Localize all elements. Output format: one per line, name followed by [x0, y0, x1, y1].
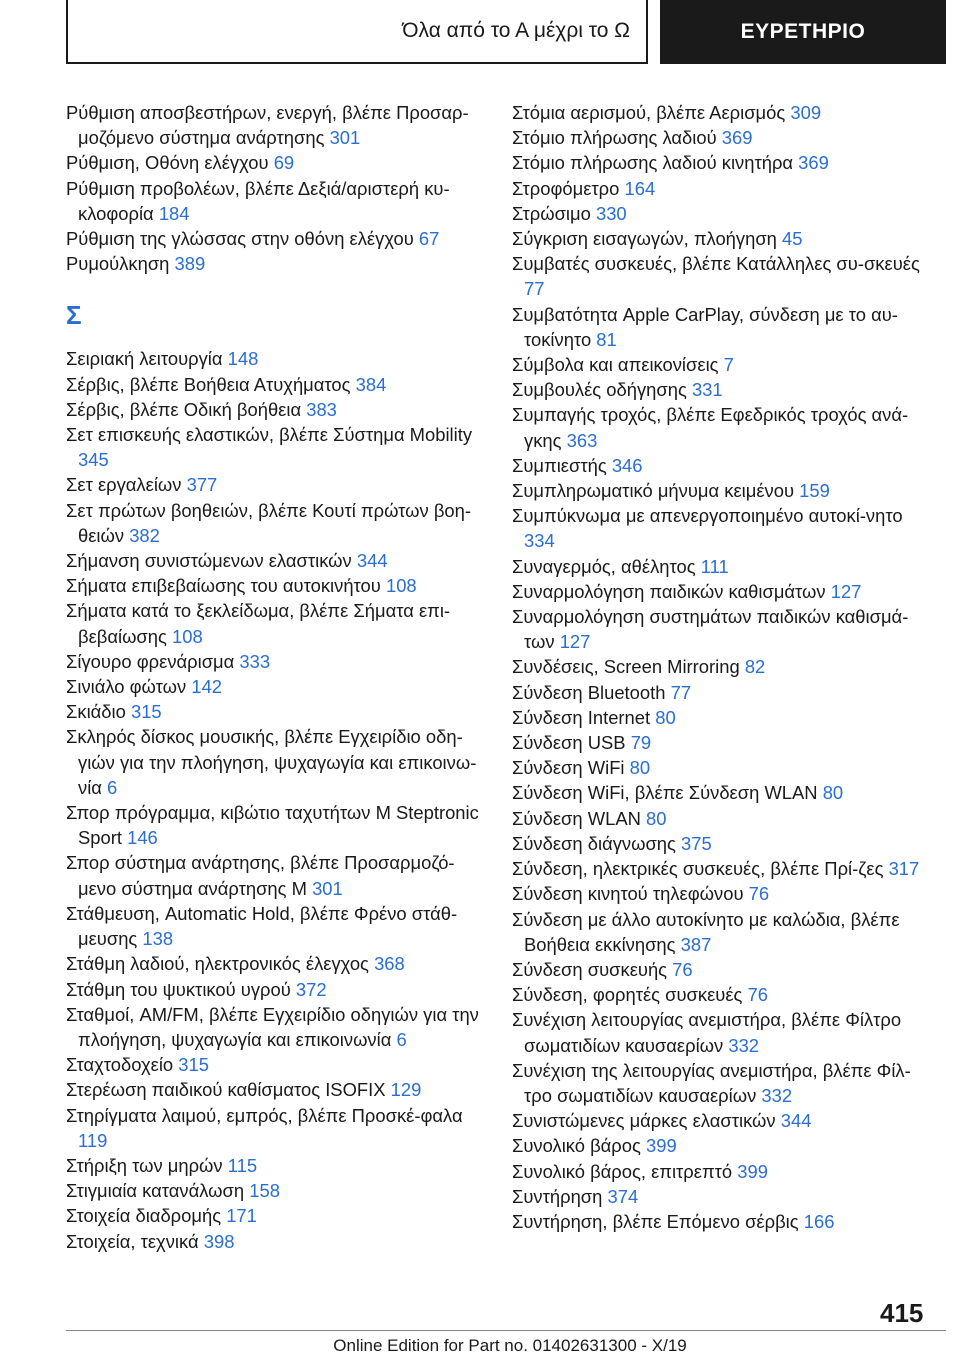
- entry-text: Στοιχεία διαδρομής: [66, 1205, 222, 1227]
- index-entry: [66, 346, 486, 371]
- entry-text: Συναρμολόγηση παιδικών καθισμάτων: [512, 580, 826, 602]
- index-entry: [66, 226, 486, 251]
- entry-text: Σίγουρο φρενάρισμα: [66, 650, 235, 672]
- right-entries: [512, 100, 932, 1234]
- page-number: 415: [880, 1298, 924, 1328]
- entry-page-link[interactable]: 387: [680, 933, 712, 955]
- entry-page-link[interactable]: 332: [728, 1034, 760, 1056]
- entry-text: Σύνδεση USB: [512, 732, 626, 754]
- entry-page-link[interactable]: 129: [390, 1079, 422, 1101]
- index-entry: [512, 604, 932, 654]
- section-letter: Σ: [66, 300, 82, 331]
- index-entry: [512, 125, 932, 150]
- entry-text: Συνιστώμενες μάρκες ελαστικών: [512, 1110, 776, 1132]
- entry-page-link[interactable]: 372: [295, 978, 327, 1000]
- index-entry: [66, 573, 486, 598]
- index-entry: [512, 1133, 932, 1158]
- entry-page-link[interactable]: 363: [566, 429, 598, 451]
- entry-page-link[interactable]: 158: [249, 1180, 280, 1202]
- entry-text: Συνολικό βάρος: [512, 1135, 641, 1157]
- index-entry: [66, 150, 486, 175]
- entry-text: Στηρίγματα λαιμού, εμπρός, βλέπε Προσκέ‐φαλα: [66, 1104, 463, 1126]
- index-entry: [512, 730, 932, 755]
- entry-text: Συναρμολόγηση συστημάτων παιδικών καθισμά‐των: [512, 606, 909, 653]
- entry-text: Σπορ πρόγραμμα, κιβώτιο ταχυτήτων M Steptronic Sport: [66, 802, 479, 849]
- footer-edition: Online Edition for Part no. 01402631300 - X/19: [333, 1336, 687, 1355]
- entry-page-link[interactable]: 389: [174, 253, 206, 275]
- header-title: Όλα από το Α μέχρι το Ω: [402, 19, 630, 42]
- index-entry: [66, 176, 486, 226]
- entry-text: Ρυμούλκηση: [66, 253, 170, 275]
- entry-page-link[interactable]: 346: [611, 454, 643, 476]
- index-entry: [66, 1052, 486, 1077]
- entry-page-link[interactable]: 77: [524, 278, 545, 300]
- entry-page-link[interactable]: 146: [127, 827, 158, 849]
- index-entry: [512, 755, 932, 780]
- entry-text: Σύγκριση εισαγωγών, πλοήγηση: [512, 228, 777, 250]
- entry-text: Σήματα κατά το ξεκλείδωμα, βλέπε Σήματα επι‐βεβαίωσης: [66, 600, 451, 647]
- index-entry: [512, 806, 932, 831]
- entry-page-link[interactable]: 108: [172, 625, 203, 647]
- entry-page-link[interactable]: 76: [748, 883, 770, 905]
- entry-page-link[interactable]: 81: [596, 328, 617, 350]
- entry-page-link[interactable]: 164: [624, 177, 656, 199]
- index-entry: [512, 100, 932, 125]
- entry-text: Συμβατότητα Apple CarPlay, σύνδεση με το αυ‐τοκίνητο: [512, 303, 898, 350]
- entry-page-link[interactable]: 332: [761, 1084, 793, 1106]
- entry-page-link[interactable]: 377: [186, 474, 218, 496]
- entry-page-link[interactable]: 334: [524, 530, 555, 552]
- entry-page-link[interactable]: 331: [691, 379, 723, 401]
- entry-text: Σταχτοδοχείο: [66, 1054, 174, 1076]
- section-tab[interactable]: [660, 0, 946, 64]
- entry-text: Σπορ σύστημα ανάρτησης, βλέπε Προσαρμοζό‐μενο σύστημα ανάρτησης M: [66, 852, 455, 899]
- index-entry: [512, 377, 932, 402]
- entry-page-link[interactable]: 76: [747, 984, 768, 1006]
- entry-page-link[interactable]: 369: [798, 152, 829, 174]
- entry-page-link[interactable]: 77: [670, 681, 692, 703]
- entry-text: Σταθμοί, AM/FM, βλέπε Εγχειρίδιο οδηγιών για την πλοήγηση, ψυχαγωγία και επικοινωνία: [66, 1003, 479, 1050]
- entry-text: Σύνδεση WiFi, βλέπε Σύνδεση WLAN: [512, 782, 818, 804]
- entry-text: Συμπαγής τροχός, βλέπε Εφεδρικός τροχός ανά‐γκης: [512, 404, 909, 451]
- index-entry: [512, 654, 932, 679]
- entry-page-link[interactable]: 127: [559, 631, 591, 653]
- entry-page-link[interactable]: 369: [721, 127, 753, 149]
- entry-text: Σύνδεση διάγνωσης: [512, 832, 676, 854]
- entry-page-link[interactable]: 7: [723, 354, 734, 376]
- entry-text: Ρύθμιση της γλώσσας στην οθόνη ελέγχου: [66, 228, 414, 250]
- index-entry: [512, 957, 932, 982]
- entry-page-link[interactable]: 375: [681, 832, 712, 854]
- entry-text: Ρύθμιση αποσβεστήρων, ενεργή, βλέπε Προσαρ‐μοζόμενο σύστημα ανάρτησης: [66, 102, 469, 149]
- entry-page-link[interactable]: 76: [672, 958, 693, 980]
- entry-page-link[interactable]: 6: [396, 1028, 407, 1050]
- entry-page-link[interactable]: 315: [178, 1054, 209, 1076]
- index-entry: [512, 478, 932, 503]
- index-entry: [66, 951, 486, 976]
- left-column: [66, 100, 486, 1254]
- entry-page-link[interactable]: 399: [737, 1160, 768, 1182]
- entry-page-link[interactable]: 382: [129, 524, 160, 546]
- entry-page-link[interactable]: 45: [782, 228, 803, 250]
- entry-page-link[interactable]: 309: [790, 102, 822, 123]
- entry-text: Συναγερμός, αθέλητος: [512, 555, 696, 577]
- entry-text: Στόμιο πλήρωσης λαδιού κινητήρα: [512, 152, 794, 174]
- index-entry: [512, 1184, 932, 1209]
- index-entry: [66, 598, 486, 648]
- index-entry: [66, 397, 486, 422]
- index-entry: [512, 302, 932, 352]
- entry-text: Σκληρός δίσκος μουσικής, βλέπε Εγχειρίδιο οδη‐γιών για την πλοήγηση, ψυχαγωγία και επικοινω‐νία: [66, 726, 477, 798]
- entry-page-link[interactable]: 315: [130, 701, 162, 723]
- entry-page-link[interactable]: 374: [607, 1185, 639, 1207]
- entry-text: Συμπιεστής: [512, 454, 607, 476]
- index-entry: [512, 982, 932, 1007]
- index-entry: [66, 472, 486, 497]
- entry-text: Συνδέσεις, Screen Mirroring: [512, 656, 740, 678]
- entry-text: Στοιχεία, τεχνικά: [66, 1230, 199, 1252]
- footer-divider: [66, 1330, 946, 1331]
- index-entry: [512, 680, 932, 705]
- entry-text: Συντήρηση, βλέπε Επόμενο σέρβις: [512, 1210, 799, 1232]
- index-entry: [512, 1007, 932, 1057]
- index-entry: [512, 1209, 932, 1234]
- entry-text: Στήριξη των μηρών: [66, 1154, 223, 1176]
- entry-page-link[interactable]: 330: [595, 202, 627, 224]
- entry-text: Σύνδεση Bluetooth: [512, 681, 666, 703]
- index-entry: [512, 705, 932, 730]
- index-entry: [512, 176, 932, 201]
- index-entry: [512, 881, 932, 906]
- index-entry: [66, 498, 486, 548]
- index-entry: [66, 674, 486, 699]
- index-entry: [512, 1159, 932, 1184]
- entry-text: Συμπύκνωμα με απενεργοποιημένο αυτοκί‐νητο: [512, 505, 903, 527]
- entry-page-link[interactable]: 127: [830, 580, 862, 602]
- entry-text: Συμβουλές οδήγησης: [512, 379, 687, 401]
- index-entry: [66, 1002, 486, 1052]
- entry-text: Σύνδεση, φορητές συσκευές: [512, 984, 743, 1006]
- entry-text: Στρώσιμο: [512, 202, 591, 224]
- entry-text: Σύνδεση με άλλο αυτοκίνητο με καλώδια, βλέπε Βοήθεια εκκίνησης: [512, 908, 900, 955]
- index-entry: [66, 1178, 486, 1203]
- entry-text: Σύνδεση συσκευής: [512, 958, 668, 980]
- index-entry: [66, 1203, 486, 1228]
- entry-text: Σύνδεση WLAN: [512, 807, 641, 829]
- entry-text: Συμπληρωματικό μήνυμα κειμένου: [512, 480, 795, 502]
- entry-text: Σετ πρώτων βοηθειών, βλέπε Κουτί πρώτων βοη‐θειών: [66, 499, 472, 546]
- entry-text: Συνέχιση της λειτουργίας ανεμιστήρα, βλέπε Φίλ‐τρο σωματιδίων καυσαερίων: [512, 1059, 911, 1106]
- index-entry: [512, 554, 932, 579]
- index-entry: [512, 453, 932, 478]
- entry-page-link[interactable]: 111: [700, 555, 729, 577]
- entry-text: Σετ επισκευής ελαστικών, βλέπε Σύστημα Mobility: [66, 424, 473, 446]
- entry-text: Στιγμιαία κατανάλωση: [66, 1180, 245, 1202]
- index-entry: [512, 251, 932, 301]
- entry-page-link[interactable]: 79: [630, 732, 652, 754]
- entry-text: Στόμιο πλήρωσης λαδιού: [512, 127, 717, 149]
- entry-page-link[interactable]: 317: [888, 858, 920, 880]
- entry-page-link[interactable]: 80: [822, 782, 844, 804]
- entry-text: Στάθμη λαδιού, ηλεκτρονικός έλεγχος: [66, 953, 369, 975]
- entry-page-link[interactable]: 166: [803, 1210, 835, 1232]
- entry-page-link[interactable]: 344: [356, 550, 388, 572]
- index-entry: [66, 100, 486, 150]
- entry-page-link[interactable]: 384: [355, 373, 387, 395]
- entry-page-link[interactable]: 108: [385, 575, 417, 597]
- index-entry: [66, 724, 486, 800]
- index-entry: [512, 907, 932, 957]
- entry-page-link[interactable]: 301: [312, 877, 343, 899]
- entry-page-link[interactable]: 80: [629, 757, 651, 779]
- index-entry: [512, 226, 932, 251]
- entry-page-link[interactable]: 69: [273, 152, 295, 174]
- index-entry: [66, 251, 486, 276]
- entry-text: Σέρβις, βλέπε Οδική βοήθεια: [66, 398, 302, 420]
- entry-text: Σήματα επιβεβαίωσης του αυτοκινήτου: [66, 575, 381, 597]
- entry-text: Σύνδεση κινητού τηλεφώνου: [512, 883, 744, 905]
- entry-text: Στροφόμετρο: [512, 177, 620, 199]
- entry-text: Σήμανση συνιστώμενων ελαστικών: [66, 550, 352, 572]
- index-entry: [512, 201, 932, 226]
- entry-text: Ρύθμιση προβολέων, βλέπε Δεξιά/αριστερή κυ‐κλοφορία: [66, 177, 450, 224]
- section-label: ΕΥΡΕΤΗΡΙΟ: [740, 20, 866, 43]
- entry-text: Σύμβολα και απεικονίσεις: [512, 354, 719, 376]
- index-entry: [512, 150, 932, 175]
- left-bottom-entries: [66, 346, 486, 1253]
- index-entry: [66, 422, 486, 472]
- entry-page-link[interactable]: 399: [645, 1135, 677, 1157]
- entry-page-link[interactable]: 344: [780, 1110, 812, 1132]
- entry-text: Σέρβις, βλέπε Βοήθεια Ατυχήματος: [66, 373, 351, 395]
- index-entry: [66, 1229, 486, 1254]
- entry-text: Ρύθμιση, Οθόνη ελέγχου: [66, 152, 269, 174]
- index-entry: [66, 1103, 486, 1153]
- entry-page-link[interactable]: 368: [374, 953, 405, 975]
- index-entry: [66, 800, 486, 850]
- entry-text: Συνολικό βάρος, επιτρεπτό: [512, 1160, 733, 1182]
- header-title-tab: [66, 0, 648, 64]
- index-entry: [512, 1108, 932, 1133]
- entry-page-link[interactable]: 82: [744, 656, 766, 678]
- entry-page-link[interactable]: 80: [655, 706, 676, 728]
- entry-page-link[interactable]: 398: [203, 1230, 235, 1252]
- index-entry: [512, 352, 932, 377]
- entry-page-link[interactable]: 345: [78, 449, 109, 471]
- index-entry: [66, 850, 486, 900]
- index-entry: [512, 503, 932, 553]
- entry-text: Σύνδεση WiFi: [512, 757, 625, 779]
- left-top-entries: [66, 100, 486, 276]
- entry-page-link[interactable]: 6: [107, 776, 118, 798]
- index-entry: [512, 856, 932, 881]
- entry-text: Στάθμη του ψυκτικού υγρού: [66, 978, 291, 1000]
- index-entry: [66, 1077, 486, 1102]
- entry-page-link[interactable]: 138: [142, 928, 174, 950]
- entry-page-link[interactable]: 119: [78, 1129, 108, 1151]
- entry-page-link[interactable]: 383: [306, 398, 337, 420]
- entry-text: Σκιάδιο: [66, 701, 126, 723]
- entry-text: Στάθμευση, Automatic Hold, βλέπε Φρένο στάθ‐μευσης: [66, 902, 458, 950]
- entry-page-link[interactable]: 301: [329, 127, 361, 149]
- entry-text: Σύνδεση Internet: [512, 706, 651, 728]
- entry-page-link[interactable]: 80: [646, 807, 667, 829]
- right-column: [512, 100, 932, 1234]
- index-entry: [512, 1058, 932, 1108]
- entry-page-link[interactable]: 67: [418, 228, 440, 250]
- entry-page-link[interactable]: 142: [191, 676, 223, 698]
- index-entry: [66, 1153, 486, 1178]
- entry-text: Συντήρηση: [512, 1185, 603, 1207]
- index-entry: [66, 649, 486, 674]
- entry-page-link[interactable]: 184: [158, 202, 190, 224]
- index-entry: [66, 901, 486, 951]
- entry-page-link[interactable]: 115: [227, 1154, 258, 1176]
- entry-page-link[interactable]: 171: [226, 1205, 257, 1227]
- index-entry: [66, 548, 486, 573]
- entry-text: Σειριακή λειτουργία: [66, 348, 223, 370]
- entry-text: Στόμια αερισμού, βλέπε Αερισμός: [512, 102, 786, 123]
- entry-text: Σύνδεση, ηλεκτρικές συσκευές, βλέπε Πρί‐ζες: [512, 858, 884, 880]
- entry-text: Σινιάλο φώτων: [66, 676, 187, 698]
- index-entry: [66, 977, 486, 1002]
- entry-text: Σετ εργαλείων: [66, 474, 182, 496]
- index-entry: [66, 372, 486, 397]
- index-entry: [512, 402, 932, 452]
- index-entry: [512, 780, 932, 805]
- entry-page-link[interactable]: 159: [799, 480, 830, 502]
- index-entry: [512, 579, 932, 604]
- entry-text: Συνέχιση λειτουργίας ανεμιστήρα, βλέπε Φίλτρο σωματιδίων καυσαερίων: [512, 1009, 902, 1056]
- index-entry: [66, 699, 486, 724]
- entry-page-link[interactable]: 148: [227, 348, 259, 370]
- entry-text: Στερέωση παιδικού καθίσματος ISOFIX: [66, 1079, 386, 1101]
- entry-text: Συμβατές συσκευές, βλέπε Κατάλληλες συ‐σκευές: [512, 253, 920, 275]
- entry-page-link[interactable]: 333: [239, 650, 271, 672]
- index-entry: [512, 831, 932, 856]
